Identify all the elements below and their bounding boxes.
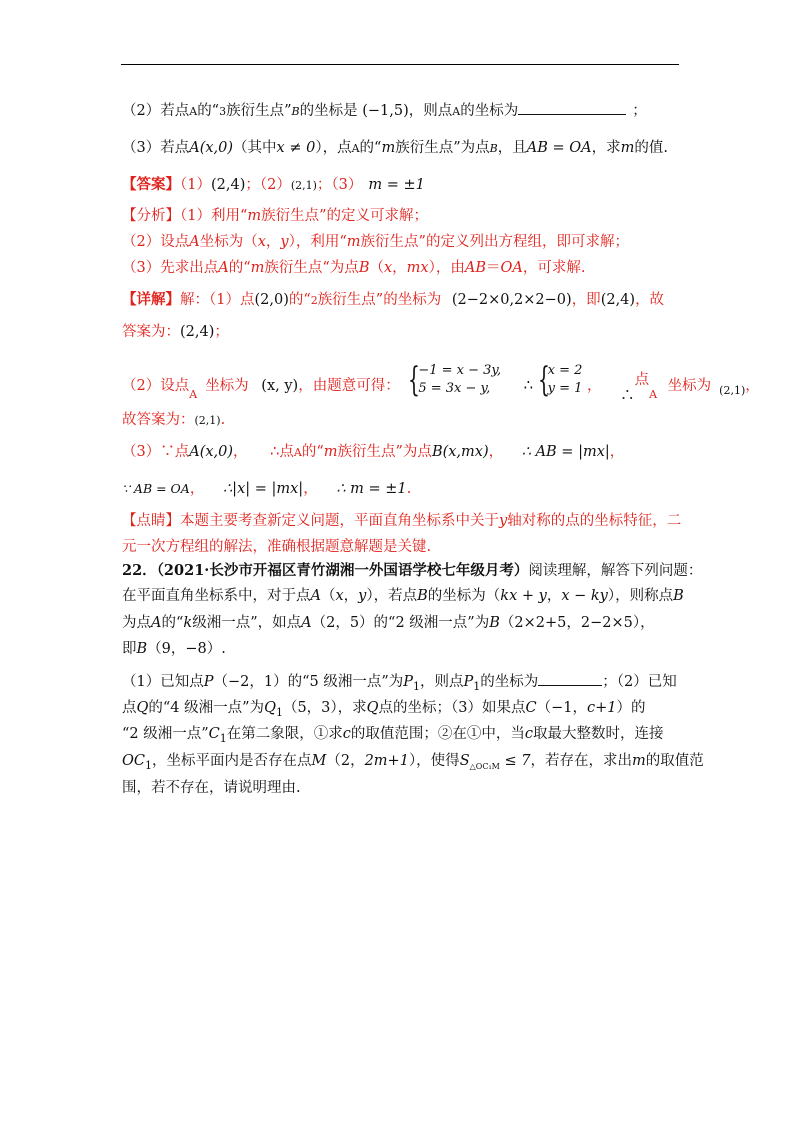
equation-system-2: { x = 2 y = 1 [537,360,583,400]
q22-line-2: 在平面直角坐标系中，对于点A（x，y），若点B的坐标为（kx + y，x − ky），则称点B [122,588,684,604]
answer-blank-p1 [538,685,602,686]
q22-line-5: （1）已知点P（−2，1）的“5 级湘一点”为$P_1$，则点$P_1$的坐标为 ；（2）已知 [122,674,677,693]
q22-line-3: 为点A的“k级湘一点”，如点A（2，5）的“2 级湘一点”为B（2×2+5，2−2×5）， [122,615,655,631]
detail-line-1: 【详解】解：（1）点(2,0)的“2族衍生点”的坐标为 (2−2×0,2×2−0)，即(2,4)，故 [122,291,665,308]
answer-line: 【答案】（1）(2,4)；（2）(2,1)；（3） m = ±1 [122,176,425,193]
detail-line-2: 答案为：(2,4)； [122,324,229,340]
q22-line-4: 即B（9，−8）. [122,641,226,657]
answer-blank [518,114,626,115]
question-3-line: （3）若点A(x,0)（其中x ≠ 0），点A的“m族衍生点”为点B，且AB = OA，求m的值. [122,140,668,156]
question-2-line: （2）若点A的“3族衍生点”B的坐标是 (−1,5)，则点A的坐标为 ； [122,103,647,119]
dianjing-line-1: 【点睛】本题主要考查新定义问题，平面直角坐标系中关于y轴对称的点的坐标特征，二 [122,513,682,529]
q22-line-6: 点Q的“4 级湘一点”为$Q_1(5$，3），求Q点的坐标；（3）如果点C（−1，c+1）的 [122,700,646,719]
q22-line-7: “2 级湘一点$”C_1$在第二象限，①求c的取值范围；②在①中，当c取最大整数时，连接 [122,726,664,745]
detail-line-4: 故答案为：(2,1). [122,412,226,428]
analysis-line-2: （2）设点A坐标为（x，y），利用“m族衍生点”的定义列出方程组，即可求解； [122,234,629,250]
analysis-line-1: 【分析】（1）利用“m族衍生点”的定义可求解； [122,208,429,224]
detail-line-3: （2）设点$_A$坐标为 (x, y)，由题意可得： { −1 = x − 3y, 5 = 3x − y, ∴ { x = 2 y = 1 ， ∴点$_A$ 坐标为 $_{(2,1)}$， [122,360,760,404]
equation-system-1: { −1 = x − 3y, 5 = 3x − y, [408,360,502,400]
header-rule [121,64,679,65]
detail-line-6: ∵ AB = OA， ∴|x| = |mx|， ∴ m = ±1. [122,481,412,497]
q22-line-1: 22．（2021·长沙市开福区青竹湖湘一外国语学校七年级月考）阅读理解，解答下列问题： [122,562,703,579]
dianjing-line-2: 元一次方程组的解法，准确根据题意解题是关键. [122,539,432,555]
analysis-line-3: （3）先求出点A的“m族衍生点“为点B（x，mx），由AB＝OA，可求解. [122,260,586,276]
q22-line-8: $OC_1$，坐标平面内是否存在点M（2，2m+1），使得$S_{\triangle OC_1M} \le 7$，若存在，求出m的取值范 [122,753,704,772]
q22-line-9: 围，若不存在，请说明理由. [122,780,301,796]
detail-line-5: （3）∵点A(x,0)， ∴点A的“m族衍生点”为点B(x,mx)， ∴ AB = |mx|， [122,444,625,460]
